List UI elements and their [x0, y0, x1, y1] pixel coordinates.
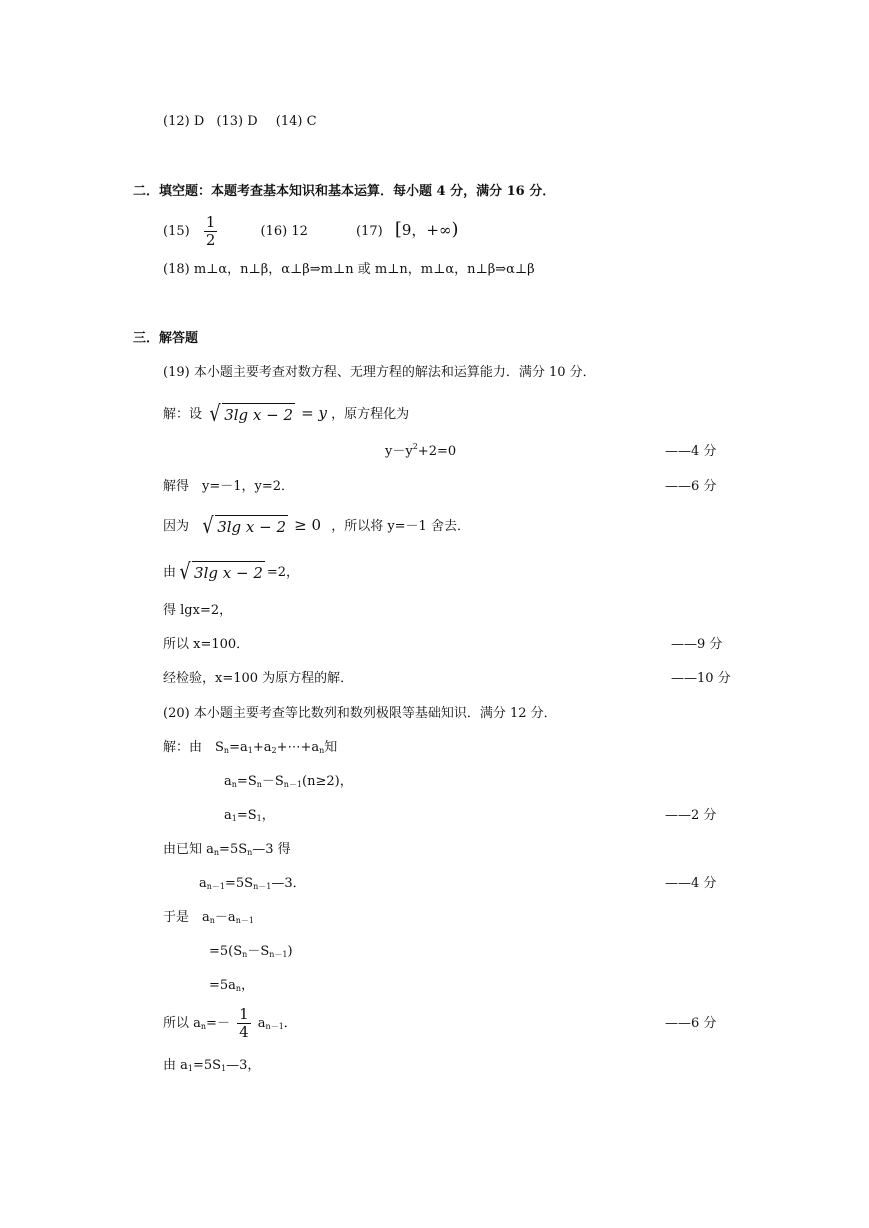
- q20-line6: [163, 908, 254, 928]
- subscript: n: [231, 780, 237, 789]
- subscript: 1: [256, 814, 262, 823]
- q19-line5-prefix: 由: [163, 565, 177, 580]
- fill-answers-row1: [163, 210, 459, 252]
- subscript: n: [242, 950, 248, 959]
- q20-line9: [163, 1004, 297, 1044]
- subscript: n－1: [253, 882, 272, 891]
- q19-line1-prefix: 解：设: [163, 407, 203, 422]
- exponent: 2: [412, 442, 418, 451]
- section3-title: 三．解答题: [133, 331, 199, 346]
- text: a: [199, 876, 207, 891]
- score-9: ——9 分: [671, 637, 723, 652]
- subscript: 1: [231, 814, 237, 823]
- text: －S: [261, 774, 284, 789]
- q19-line6: 得 lgx=2，: [163, 603, 233, 618]
- text: 于是 a: [163, 910, 210, 925]
- q17-right-bracket: ): [451, 219, 459, 240]
- subscript: n: [319, 746, 325, 755]
- subscript: n－1: [235, 916, 254, 925]
- choice-answers: [163, 112, 317, 132]
- text: =5S: [192, 1058, 222, 1073]
- fraction-denominator: 4: [239, 1023, 249, 1041]
- q20-line2: [224, 772, 353, 792]
- text: =5a: [209, 978, 236, 993]
- text: —3．: [271, 876, 306, 891]
- q19-line4-ge: ≥ 0: [294, 516, 322, 534]
- equation-part: y－y: [385, 444, 413, 459]
- radicand: 3lg x − 2: [192, 561, 265, 585]
- q19-line1: [163, 398, 409, 430]
- q15-denominator: 2: [205, 231, 216, 249]
- answer-12: (12) D: [163, 114, 205, 129]
- text: a: [257, 1016, 266, 1031]
- subscript: 1: [187, 1064, 193, 1073]
- q19-line4: [163, 510, 470, 542]
- text: a: [224, 774, 232, 789]
- text: =S: [236, 774, 257, 789]
- q19-line1-eq: = y: [301, 404, 327, 422]
- text: =5(S: [209, 944, 243, 959]
- score-4b: ——4 分: [665, 876, 717, 891]
- subscript: n: [200, 1022, 207, 1031]
- q16-answer: (16) 12: [260, 224, 308, 239]
- subscript: n: [235, 984, 242, 993]
- score-6b: ——6 分: [665, 1016, 717, 1031]
- score-4: ——4 分: [665, 444, 717, 459]
- text: =S: [236, 808, 257, 823]
- q20-intro: (20) 本小题主要考查等比数列和数列极限等基础知识．满分 12 分．: [163, 706, 557, 721]
- equation-part: +2=0: [417, 444, 457, 459]
- text: =a: [229, 740, 248, 755]
- text: +⋯+a: [276, 740, 320, 755]
- q17-left-bracket: [: [394, 219, 402, 240]
- sqrt-expression: [201, 515, 288, 539]
- q17-label: (17): [356, 224, 383, 239]
- text: 所以 a: [163, 1016, 201, 1031]
- text: 由 a: [163, 1058, 188, 1073]
- score-6: ——6 分: [665, 479, 717, 494]
- subscript: n: [256, 780, 262, 789]
- text: ，: [241, 978, 255, 993]
- text: (n≥2)，: [302, 774, 353, 789]
- q20-line1: [163, 738, 337, 758]
- q19-intro: (19) 本小题主要考查对数方程、无理方程的解法和运算能力．满分 10 分．: [163, 365, 596, 380]
- subscript: n: [213, 848, 220, 857]
- q19-line1-suffix: ，原方程化为: [331, 407, 410, 422]
- sqrt-expression: [178, 561, 265, 585]
- subscript: n－1: [283, 780, 303, 789]
- q19-line7: 所以 x=100．: [163, 637, 250, 652]
- q20-line5: [199, 874, 306, 894]
- fraction-numerator: 1: [239, 1005, 249, 1023]
- radical-sign-icon: √: [179, 559, 191, 585]
- text: +a: [252, 740, 272, 755]
- score-10: ——10 分: [671, 671, 731, 686]
- subscript: 1: [247, 746, 253, 755]
- score-2: ——2 分: [665, 808, 717, 823]
- subscript: n: [209, 916, 215, 925]
- radical-sign-icon: √: [209, 401, 221, 427]
- subscript: n－1: [206, 882, 226, 891]
- text: －a: [214, 910, 236, 925]
- q19-line4-suffix: ，所以将 y=－1 舍去．: [331, 519, 470, 534]
- text: =5S: [219, 842, 248, 857]
- text: 知: [324, 740, 338, 755]
- text: a: [224, 808, 232, 823]
- radicand: 3lg x − 2: [215, 515, 288, 539]
- q19-line5: [163, 558, 299, 588]
- q20-line7: [209, 942, 293, 962]
- q18-answer: (18) m⊥α，n⊥β，α⊥β⇒m⊥n 或 m⊥n，m⊥α，n⊥β⇒α⊥β: [163, 262, 535, 277]
- q17-value: 9，+∞: [401, 221, 452, 239]
- subscript: 2: [271, 746, 277, 755]
- q20-fraction: [237, 1006, 251, 1041]
- subscript: n－1: [265, 1022, 284, 1031]
- q17-interval: [395, 221, 459, 239]
- q15-label: (15): [163, 224, 190, 239]
- radicand: 3lg x − 2: [222, 403, 295, 427]
- q19-line2: [385, 442, 456, 462]
- q15-fraction: [204, 214, 218, 249]
- subscript: n: [247, 848, 253, 857]
- subscript: 1: [221, 1064, 227, 1073]
- text: －S: [247, 944, 270, 959]
- q20-line3: [224, 806, 275, 826]
- q20-line10: [163, 1056, 260, 1076]
- text: ．: [283, 1016, 297, 1031]
- text: 解：由 S: [163, 740, 224, 755]
- subscript: n: [223, 746, 230, 755]
- text: =－: [206, 1016, 230, 1031]
- subscript: n－1: [269, 950, 288, 959]
- q20-line8: [209, 976, 254, 996]
- text: ，: [261, 808, 275, 823]
- q19-line5-suffix: =2，: [266, 565, 300, 580]
- text: —3 得: [252, 842, 291, 857]
- text: —3，: [226, 1058, 261, 1073]
- q19-line4-prefix: 因为: [163, 519, 190, 534]
- q19-line8: 经检验，x=100 为原方程的解．: [163, 671, 354, 686]
- section2-title: 二．填空题：本题考查基本知识和基本运算．每小题 4 分，满分 16 分．: [133, 184, 556, 199]
- q15-numerator: 1: [205, 213, 216, 231]
- text: 由已知 a: [163, 842, 214, 857]
- answer-13: (13) D: [216, 114, 258, 129]
- q19-line3: 解得 y=－1，y=2．: [163, 479, 295, 494]
- text: =5S: [225, 876, 254, 891]
- sqrt-expression: [208, 403, 295, 427]
- radical-sign-icon: √: [202, 513, 214, 539]
- answer-14: (14) C: [275, 114, 317, 129]
- text: ): [287, 944, 293, 959]
- q20-line4: [163, 840, 291, 860]
